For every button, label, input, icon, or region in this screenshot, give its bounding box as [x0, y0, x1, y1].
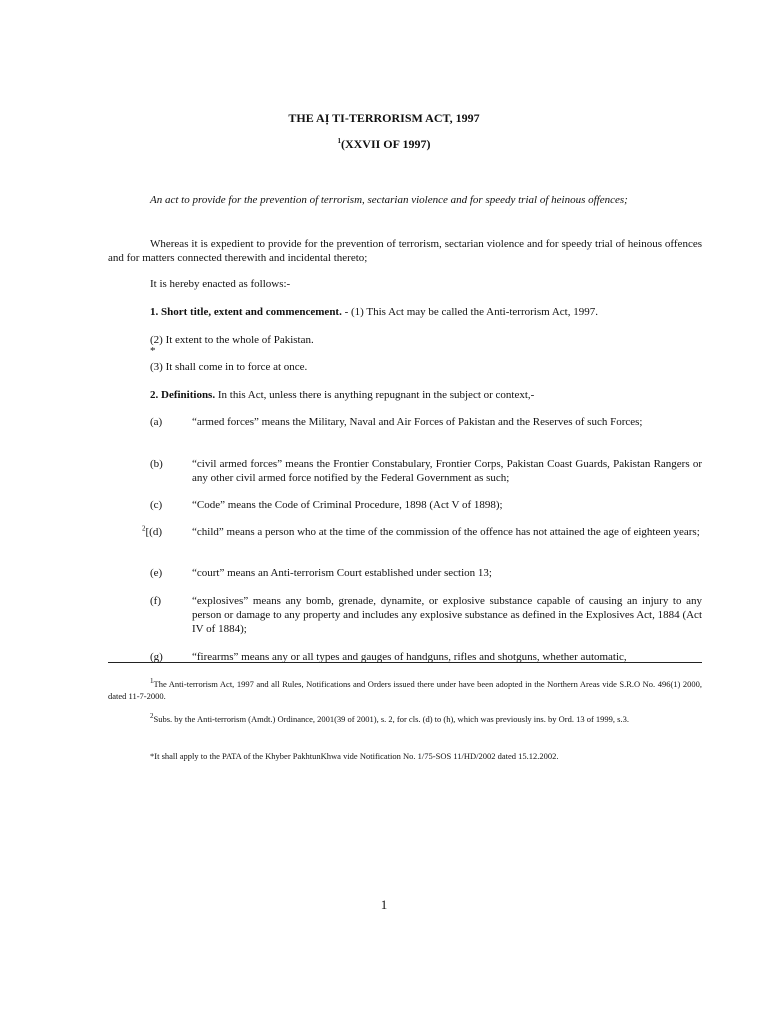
item-text: “child” means a person who at the time of the commission of the offence has not attained the age of eighteen years;: [192, 526, 700, 538]
section-1: [108, 305, 702, 319]
item-label: (e): [150, 567, 163, 579]
section-1-heading: 1. Short title, extent and commencement.: [150, 306, 342, 318]
act-number-text: (XXVII OF 1997): [340, 137, 431, 151]
footnote-ref-1: 1: [337, 137, 341, 145]
section-2: [108, 388, 702, 402]
act-number: [0, 137, 768, 152]
section-2-text: In this Act, unless there is anything repugnant in the subject or context,-: [215, 389, 535, 401]
item-label: (a): [150, 416, 163, 428]
item-text: “civil armed forces” means the Frontier Constabulary, Frontier Corps, Pakistan Coast Guards, Pakistan Rangers or any other civil armed force notified by the Federal Government as such;: [192, 458, 702, 484]
act-title: THE AỊ TI-TERRORISM ACT, 1997: [288, 111, 480, 125]
item-label-text: [(d): [145, 526, 162, 538]
item-label: (b): [150, 458, 163, 470]
footnote-text: Subs. by the Anti-terrorism (Amdt.) Ordinance, 2001(39 of 2001), s. 2, for cls. (d) to (h), which was previously ins. by Ord. 13 of 1999, s.3.: [153, 714, 629, 724]
footnote-text: *It shall apply to the PATA of the Khyber PakhtunKhwa vide Notification No. 1/75-SOS 11/HD/2002 dated 15.12.2002.: [150, 751, 559, 761]
item-text: “armed forces” means the Military, Naval and Air Forces of Pakistan and the Reserves of such Forces;: [192, 416, 643, 428]
section-1-sub-2: (2) It extent to the whole of Pakistan.: [150, 334, 314, 346]
section-2-heading: 2. Definitions.: [150, 389, 216, 401]
item-text: “Code” means the Code of Criminal Procedure, 1898 (Act V of 1898);: [192, 499, 503, 511]
asterisk-mark: *: [150, 345, 156, 357]
footnote-3: [108, 750, 702, 762]
footnote-marker: 2: [150, 712, 154, 721]
footnote-2: [108, 713, 702, 725]
preamble-italic: An act to provide for the prevention of terrorism, sectarian violence and for speedy trial of heinous offences;: [150, 194, 628, 206]
footnote-marker: 1: [150, 677, 154, 686]
section-1-sub-3: (3) It shall come in to force at once.: [150, 361, 308, 373]
item-text: “court” means an Anti-terrorism Court established under section 13;: [192, 567, 492, 579]
item-label: (c): [150, 499, 163, 511]
footnote-separator: [108, 662, 702, 663]
page-number: 1: [380, 897, 388, 912]
preamble-enacted: It is hereby enacted as follows:-: [150, 278, 291, 290]
section-1-text: - (1) This Act may be called the Anti-terrorism Act, 1997.: [341, 306, 598, 318]
footnote-text: The Anti-terrorism Act, 1997 and all Rules, Notifications and Orders issued there under have been adopted in the Northern Areas vide S.R.O No. 496(1) 2000, dated 11-7-2000.: [108, 679, 702, 701]
preamble-whereas: Whereas it is expedient to provide for the prevention of terrorism, sectarian violence and for speedy trial of heinous offences and for matters connected therewith and incidental thereto;: [108, 238, 702, 264]
item-label: [142, 525, 184, 539]
item-text: “explosives” means any bomb, grenade, dynamite, or explosive substance capable of causing an injury to any person or damage to any property and includes any explosive substance as defined in the Explosives Act, 1884 (Act IV of 1884);: [192, 595, 702, 635]
footnote-ref-2: 2: [142, 524, 146, 533]
footnote-1: [108, 678, 702, 702]
item-label: (f): [150, 595, 161, 607]
item-label: (g): [150, 651, 163, 663]
item-text: “firearms” means any or all types and gauges of handguns, rifles and shotguns, whether automatic,: [192, 651, 627, 663]
